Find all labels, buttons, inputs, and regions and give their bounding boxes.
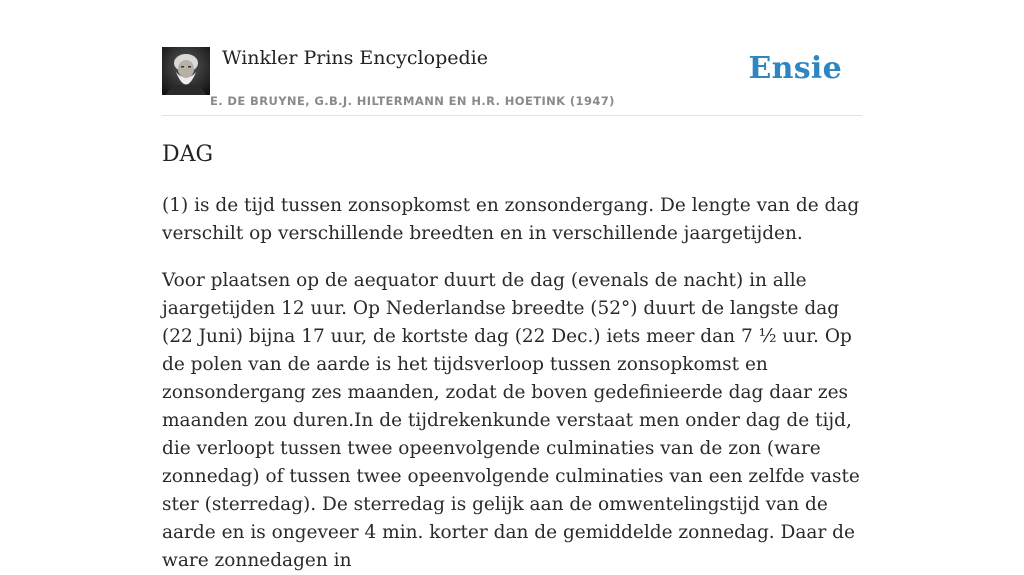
article-page [162,0,862,571]
paragraph-1: (1) is de tijd tussen zonsopkomst en zonsondergang. De lengte van de dag verschilt op verschillende breedten en in verschillende jaargetijden. [162,195,860,244]
source-title[interactable]: Winkler Prins Encyclopedie [222,47,488,69]
author-avatar[interactable] [162,47,210,95]
ensie-logo[interactable]: Ensie [748,51,842,86]
authors-line: E. DE BRUYNE, G.B.J. HILTERMANN EN H.R. HOETINK (1947) [210,94,615,108]
header-divider [162,115,862,116]
paragraph-2: Voor plaatsen op de aequator duurt de dag (evenals de nacht) in alle jaargetijden 12 uur. Op Nederlandse breedte (52°) duurt de langste dag (22 Juni) bijna 17 uur, de kortste dag (22 Dec.) iets meer dan 7 ½ uur. Op de polen van de aarde is het tijdsverloop tussen zonsopkomst en zonsondergang zes maanden, zodat de boven gedefinieerde dag daar zes maanden zou duren.In de tijdrekenkunde verstaat men onder dag de tijd, die verloopt tussen twee opeenvolgende culminaties van de zon (ware zonnedag) of tussen twee opeenvolgende culminaties van een zelfde vaste ster (sterredag). De sterredag is gelijk aan de omwentelingstijd van de aarde en is ongeveer 4 min. korter dan de gemiddelde zonnedag. Daar de ware zonnedagen in [162,270,860,571]
entry-title: DAG [162,142,214,167]
author-portrait-image [162,47,210,95]
